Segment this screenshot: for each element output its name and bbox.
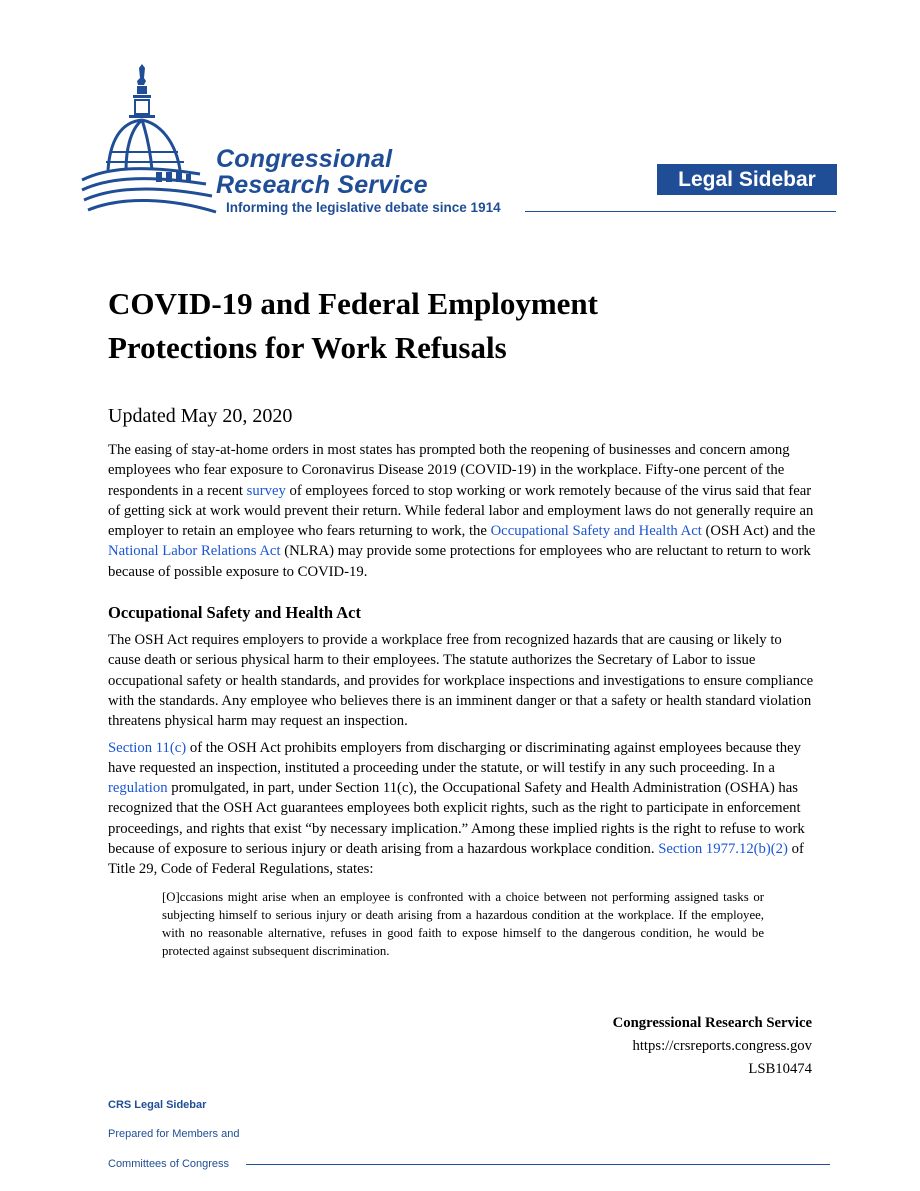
nlra-link[interactable]: National Labor Relations Act <box>108 543 281 560</box>
section-11c-text-1: of the OSH Act prohibits employers from discharging or discriminating against employees because they have requested an inspection, instituted a proceeding under the statute, or will testify in any such proceeding. In a <box>108 739 802 776</box>
logo-name-line2: Research Service <box>216 171 428 199</box>
footer-divider <box>246 1164 830 1165</box>
crs-logo <box>80 62 540 222</box>
intro-text-2: of employees forced to stop working or work remotely because of the virus said that fear of getting sick at work would prevent their return. While federal labor and employment laws do not generally require an employer to retain an employee who fears returning to work, the <box>108 482 814 540</box>
survey-link[interactable]: survey <box>246 482 286 499</box>
intro-text-1: The easing of stay-at-home orders in most states has prompted both the reopening of businesses and concern among employees who fear exposure to Coronavirus Disease 2019 (COVID-19) in the workplace. Fifty-one percent of the respondents in a recent <box>108 442 790 499</box>
footer-org: Congressional Research Service <box>612 1015 812 1031</box>
osh-act-link[interactable]: Occupational Safety and Health Act <box>490 523 702 540</box>
regulation-link[interactable]: regulation <box>108 780 168 797</box>
section-11c-link[interactable]: Section 11(c) <box>108 739 187 756</box>
block-quote: [O]ccasions might arise when an employee is confronted with a choice between not performing assigned tasks or subjecting himself to serious injury or death arising from a hazardous condition at the workplace. If the employee, with no reasonable alternative, refuses in good faith to expose himself to the dangerous condition, he would be protected against subsequent discrimination. <box>162 889 764 958</box>
section-11c-paragraph <box>108 738 818 880</box>
section-heading-osh-act: Occupational Safety and Health Act <box>108 603 362 623</box>
section-11c-text-3: of Title 29, Code of Federal Regulations, states: <box>108 841 804 878</box>
intro-text-3: (OSH Act) and the <box>701 523 816 540</box>
intro-text-4: (NLRA) may provide some protections for employees who are reluctant to return to work because of possible exposure to COVID-19. <box>108 543 811 580</box>
intro-paragraph <box>108 440 818 582</box>
logo-name-line1: Congressional <box>216 145 393 173</box>
legal-sidebar-badge: Legal Sidebar <box>657 164 837 195</box>
capitol-dome-icon <box>80 62 220 222</box>
footer-publisher <box>613 1012 812 1081</box>
logo-tagline: Informing the legislative debate since 1914 <box>226 200 501 215</box>
title-line1: COVID-19 and Federal Employment <box>108 286 598 321</box>
footer-prepared-line1: Prepared for Members and <box>108 1128 240 1140</box>
footer-url[interactable]: https://crsreports.congress.gov <box>632 1038 812 1054</box>
logo-wordmark <box>216 146 428 198</box>
osh-act-paragraph: The OSH Act requires employers to provide a workplace free from recognized hazards that are causing or likely to cause death or serious physical harm to their employees. The statute authorizes the Secretary of Labor to issue occupational safety or health standards, and provides for workplace inspections and investigations to ensure compliance with the standards. Any employee who believes there is an imminent danger or that a safety or health standard violation threatens physical harm may request an inspection. <box>108 632 814 730</box>
page-title <box>108 282 808 370</box>
footer-code: LSB10474 <box>748 1061 812 1077</box>
section-11c-text-2: promulgated, in part, under Section 11(c), the Occupational Safety and Health Administration (OSHA) has recognized that the OSH Act guarantees employees both explicit rights, such as the right to participate in enforcement proceedings, and rights that exist “by necessary implication.” Among these implied rights is the right to refuse to work because of exposure to serious injury or death arising from a hazardous workplace condition. <box>108 780 805 858</box>
footer-prepared-line2: Committees of Congress <box>108 1158 230 1170</box>
cfr-section-link[interactable]: Section 1977.12(b)(2) <box>658 841 788 858</box>
footer-series-title: CRS Legal Sidebar <box>108 1099 207 1111</box>
updated-date: Updated May 20, 2020 <box>108 405 293 427</box>
header-divider <box>525 211 836 212</box>
document-body <box>108 440 818 960</box>
title-line2: Protections for Work Refusals <box>108 330 507 365</box>
